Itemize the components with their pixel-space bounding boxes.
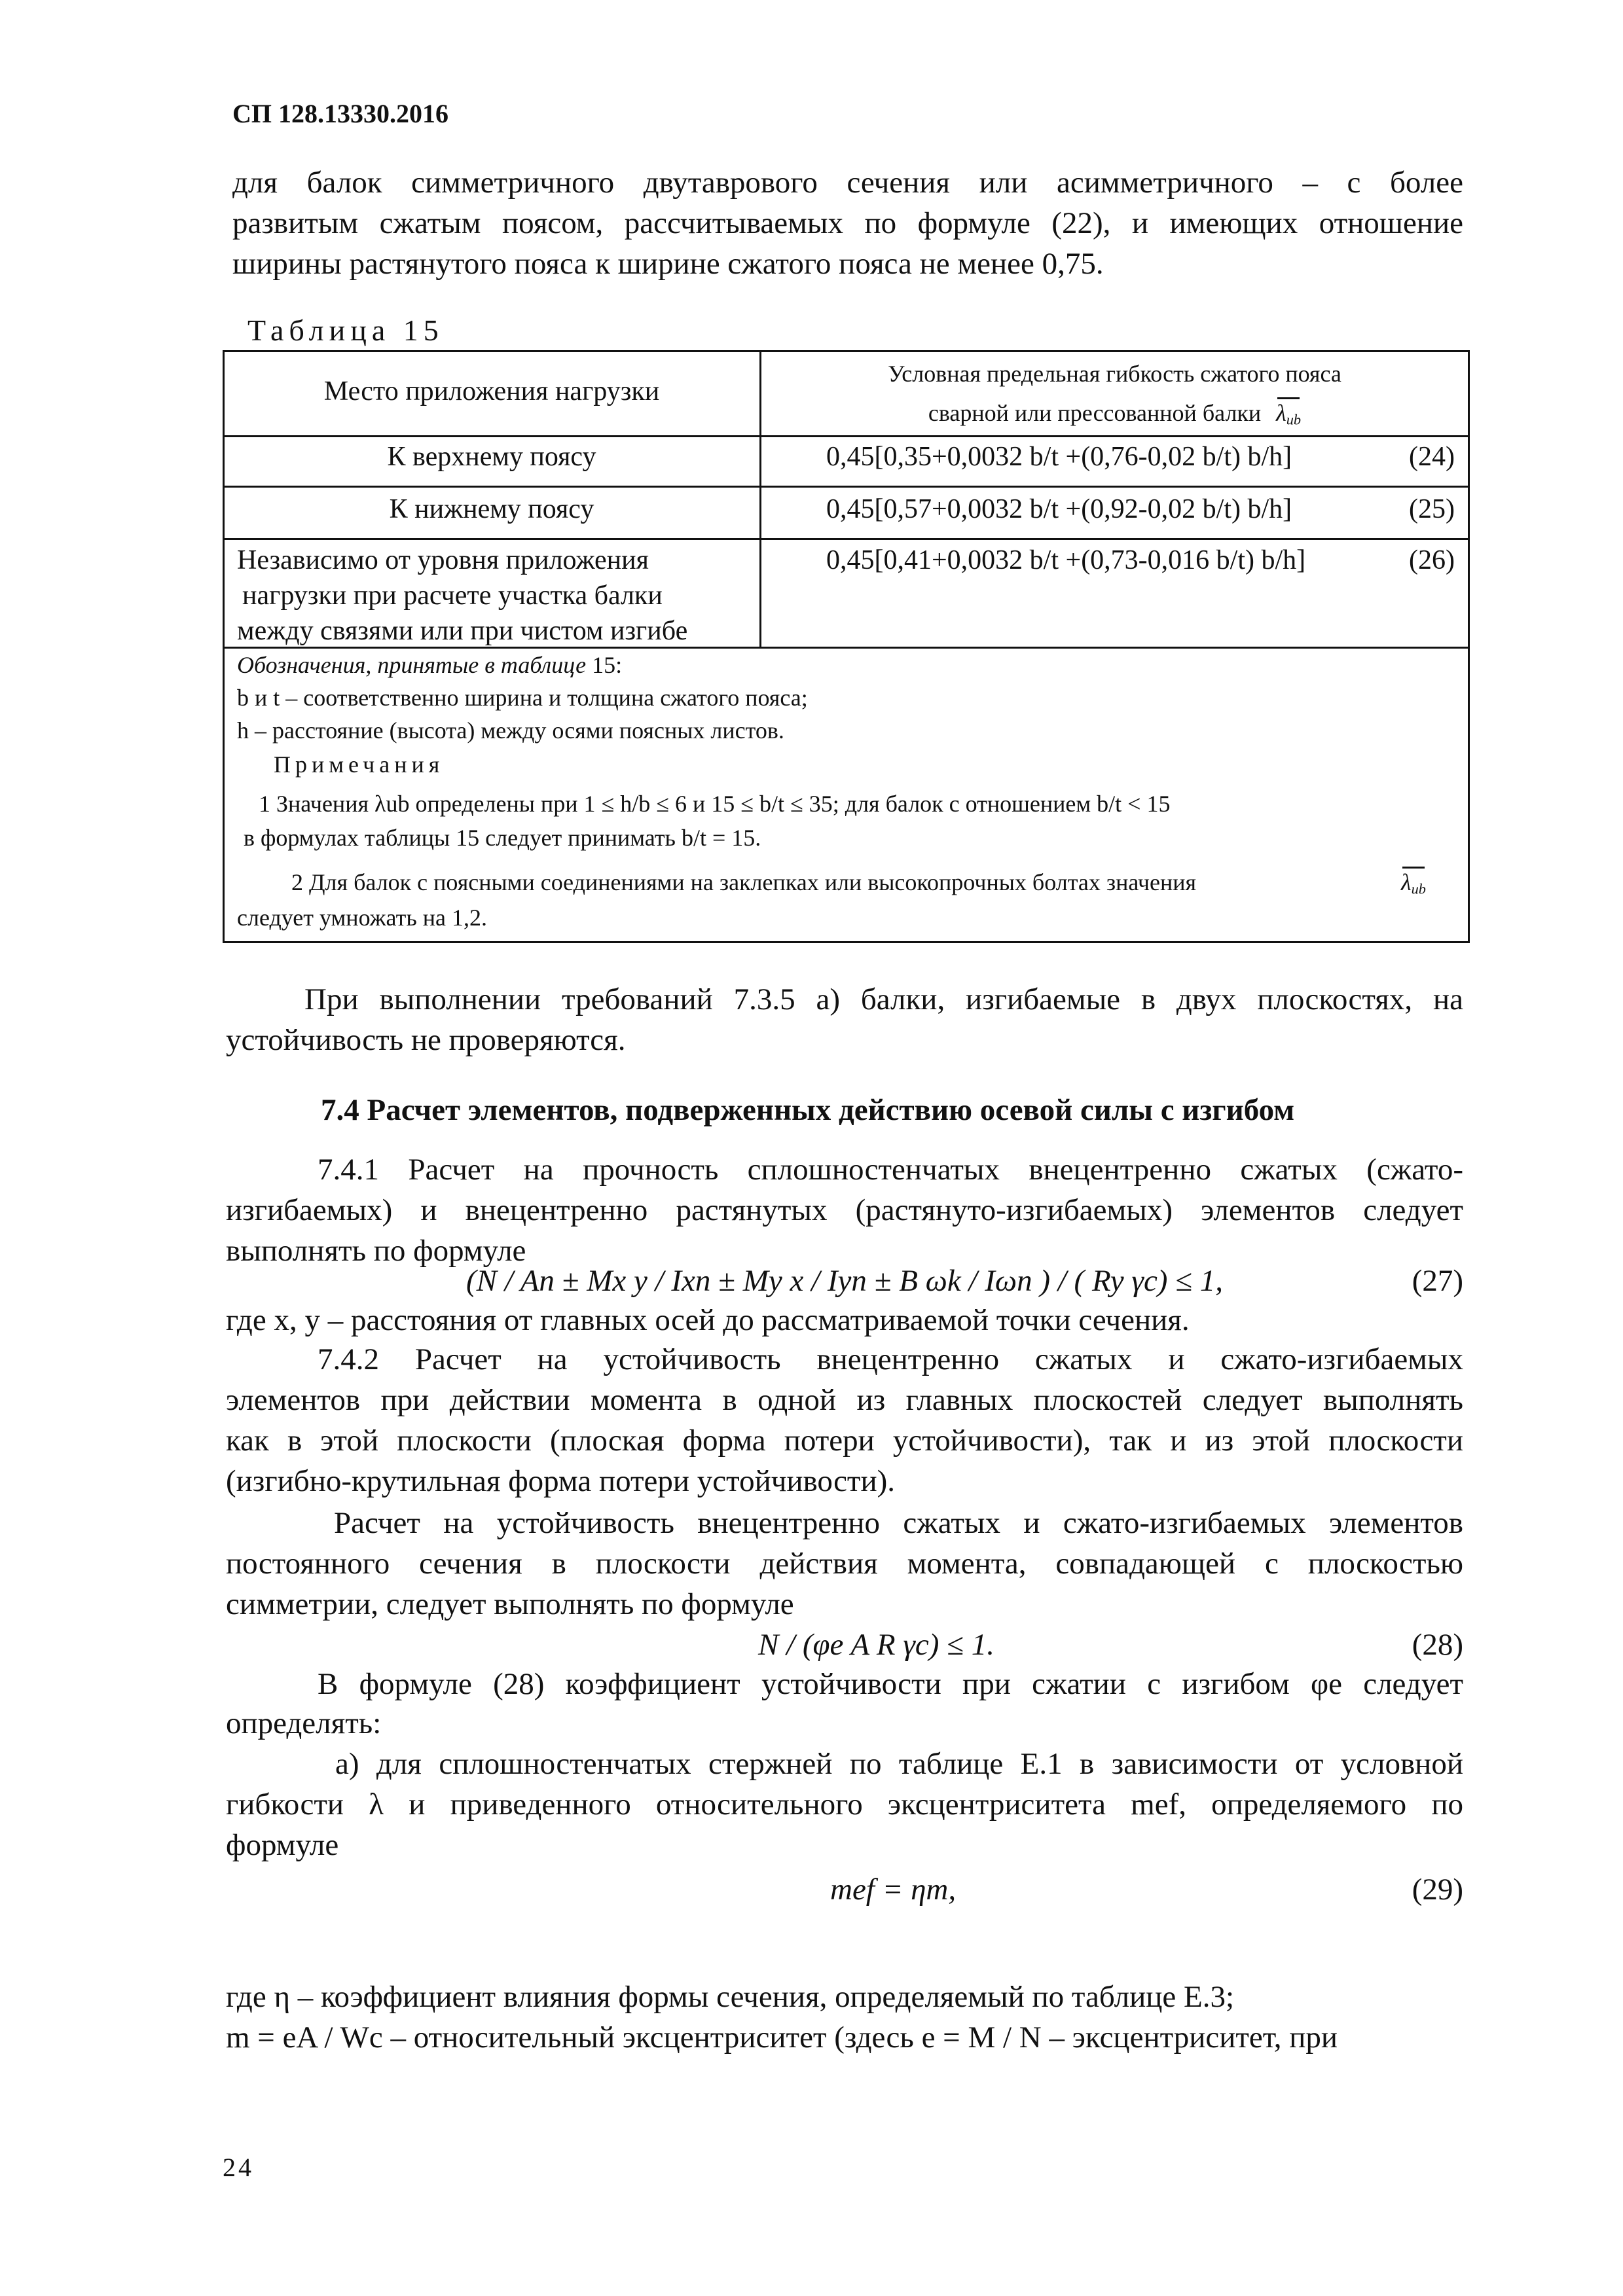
p-coef-line-2: определять: — [226, 1706, 382, 1740]
row-place-3-line-2: нагрузки при расчете участка балки — [242, 581, 663, 611]
designations-title: Обозначения, принятые в таблице 15: — [237, 652, 623, 678]
after-table-line-1: При выполнении требований 7.3.5 а) балки, изгибаемые в двух плоскостях, на — [304, 982, 1463, 1016]
p-a-line-3: формуле — [226, 1828, 339, 1862]
note-1-line-2: в формулах таблицы 15 следует принимать b/t = 15. — [244, 825, 761, 851]
note-2-line-2: следует умножать на 1,2. — [237, 905, 487, 931]
table-header-flex-2: сварной или прессованной балки $\lambda_{ub}$ — [928, 400, 1302, 428]
table-header-place: Место приложения нагрузки — [323, 376, 660, 406]
row-place-1: К верхнему поясу — [387, 442, 596, 472]
row-num-1: (24) — [1409, 442, 1455, 472]
table-header-flex-1: Условная предельная гибкость сжатого пояса — [888, 361, 1341, 387]
formula-28: N / (φe A R γc) ≤ 1. — [758, 1628, 994, 1662]
row-formula-3: 0,45[0,41+0,0032 b/t +(0,73-0,016 b/t) b/h] — [826, 545, 1306, 575]
section-heading: 7.4 Расчет элементов, подверженных действию осевой силы с изгибом — [321, 1093, 1295, 1127]
row-formula-2: 0,45[0,57+0,0032 b/t +(0,92-0,02 b/t) b/h] — [826, 494, 1292, 524]
table-caption: Таблица 15 — [247, 314, 444, 347]
row-place-3-line-1: Независимо от уровня приложения — [237, 545, 649, 575]
notes-title: Примечания — [274, 751, 445, 778]
formula-29: mef = ηm, — [830, 1873, 957, 1907]
formula-27-number: (27) — [1412, 1264, 1463, 1298]
p742-line-1: 7.4.2 Расчет на устойчивость внецентренно сжатых и сжато-изгибаемых — [318, 1342, 1463, 1376]
formula-28-number: (28) — [1412, 1628, 1463, 1662]
formula-29-number: (29) — [1412, 1873, 1463, 1907]
page-number: 24 — [223, 2153, 254, 2182]
p741-line-2: изгибаемых) и внецентренно растянутых (растянуто-изгибаемых) элементов следует — [226, 1193, 1463, 1227]
designation-h: h – расстояние (высота) между осями поясных листов. — [237, 717, 784, 744]
row-num-2: (25) — [1409, 494, 1455, 524]
after-table-line-2: устойчивость не проверяются. — [226, 1023, 626, 1057]
p742-line-2: элементов при действии момента в одной из главных плоскостей следует выполнять — [226, 1383, 1463, 1417]
p741-where: где x, y – расстояния от главных осей до рассматриваемой точки сечения. — [226, 1303, 1190, 1337]
document-code: СП 128.13330.2016 — [232, 99, 448, 128]
p-a-line-2: гибкости λ и приведенного относительного эксцентриситета mef, определяемого по — [226, 1787, 1463, 1821]
p-stab-line-2: постоянного сечения в плоскости действия момента, совпадающей с плоскостью — [226, 1547, 1463, 1581]
intro-line-2: развитым сжатым поясом, рассчитываемых по формуле (22), и имеющих отношение — [232, 206, 1463, 240]
p-stab-line-3: симметрии, следует выполнять по формуле — [226, 1587, 794, 1621]
designation-bt: b и t – соответственно ширина и толщина сжатого пояса; — [237, 685, 808, 711]
formula-27: (N / An ± Mx y / Ixn ± My x / Iyn ± B ωk / Iωn ) / ( Ry γc) ≤ 1, — [466, 1264, 1223, 1298]
row-num-3: (26) — [1409, 545, 1455, 575]
note-1-line-1: 1 Значения λub определены при 1 ≤ h/b ≤ 6 и 15 ≤ b/t ≤ 35; для балок с отношением b/t < 15 — [259, 791, 1171, 817]
note-2-lambda: $\lambda_{ub}$ — [1401, 869, 1426, 897]
p742-line-3: как в этой плоскости (плоская форма потери устойчивости), так и из этой плоскости — [226, 1424, 1463, 1458]
p-stab-line-1: Расчет на устойчивость внецентренно сжатых и сжато-изгибаемых элементов — [334, 1506, 1463, 1540]
row-place-3-line-3: между связями или при чистом изгибе — [237, 616, 688, 646]
p741-line-1: 7.4.1 Расчет на прочность сплошностенчатых внецентренно сжатых (сжато- — [318, 1153, 1463, 1187]
p741-line-3: выполнять по формуле — [226, 1234, 526, 1268]
where-line-2: m = eA / Wc – относительный эксцентриситет (здесь e = M / N – эксцентриситет, при — [226, 2020, 1338, 2054]
p-coef-line-1: В формуле (28) коэффициент устойчивости при сжатии с изгибом φe следует — [318, 1667, 1463, 1701]
row-formula-1: 0,45[0,35+0,0032 b/t +(0,76-0,02 b/t) b/h] — [826, 442, 1292, 472]
p-a-line-1: а) для сплошностенчатых стержней по таблице Е.1 в зависимости от условной — [335, 1747, 1463, 1781]
note-2-line-1: 2 Для балок с поясными соединениями на заклепках или высокопрочных болтах значения — [291, 869, 1197, 895]
p742-line-4: (изгибно-крутильная форма потери устойчивости). — [226, 1464, 896, 1498]
where-line-1: где η – коэффициент влияния формы сечения, определяемый по таблице Е.3; — [226, 1980, 1235, 2014]
row-place-2: К нижнему поясу — [389, 494, 594, 524]
intro-line-1: для балок симметричного двутаврового сечения или асимметричного – с более — [232, 166, 1463, 200]
intro-line-3: ширины растянутого пояса к ширине сжатого пояса не менее 0,75. — [232, 247, 1104, 281]
